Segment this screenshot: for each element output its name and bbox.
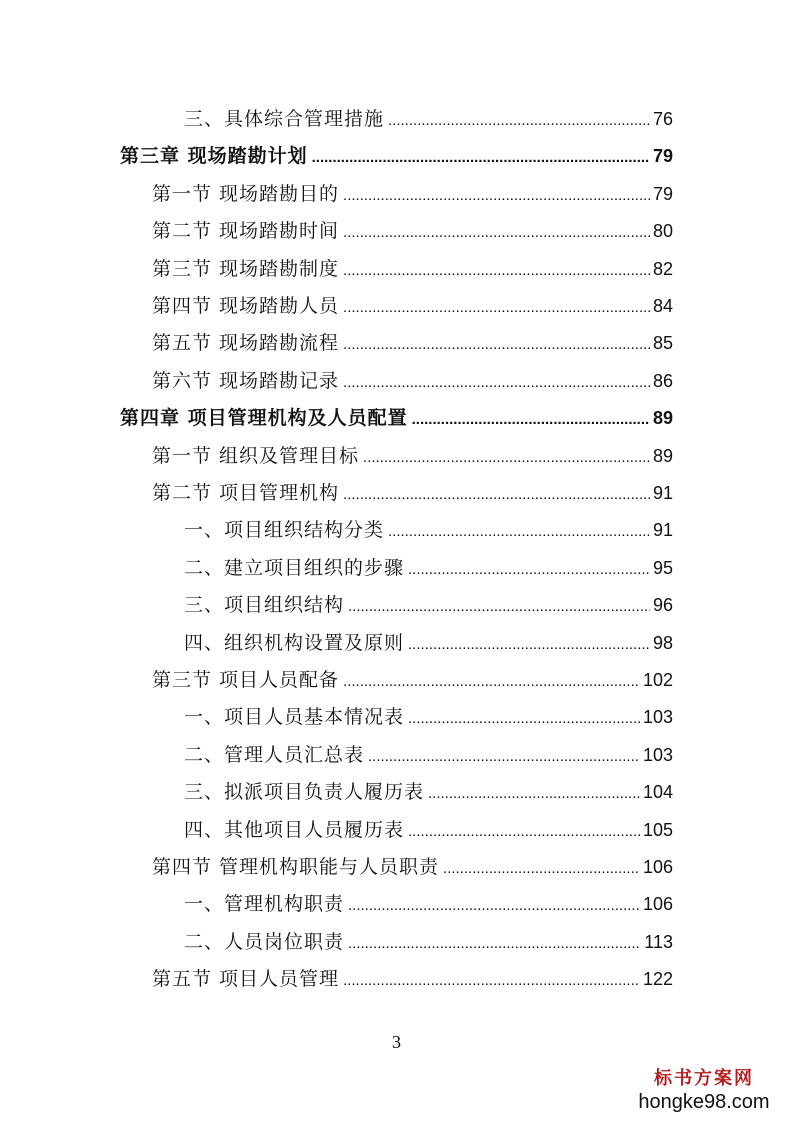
toc-entry-title: 三、具体综合管理措施 bbox=[184, 108, 385, 130]
toc-section bbox=[152, 964, 673, 994]
toc-entry-page: 82 bbox=[652, 258, 673, 279]
toc-entry-page: 89 bbox=[652, 445, 673, 466]
toc-entry-title: 一、项目人员基本情况表 bbox=[184, 706, 405, 729]
toc-dot-leader bbox=[368, 742, 640, 772]
toc-dot-leader bbox=[408, 555, 650, 585]
toc-entry-title: 第三章 现场踏勘计划 bbox=[120, 145, 308, 168]
toc-chapter bbox=[120, 403, 673, 433]
toc-section bbox=[152, 328, 673, 358]
toc-section bbox=[152, 366, 673, 396]
watermark-brand: 标书方案网 bbox=[654, 1068, 754, 1089]
toc-entry-title: 第五节 项目人员管理 bbox=[152, 968, 340, 991]
toc-subsection bbox=[184, 628, 673, 658]
toc-entry-title: 一、项目组织结构分类 bbox=[184, 519, 385, 542]
toc-entry-title: 第四节 管理机构职能与人员职责 bbox=[152, 856, 440, 878]
toc-section bbox=[152, 179, 673, 209]
toc-entry-title: 第二节 现场踏勘时间 bbox=[152, 220, 340, 243]
toc-entry-title: 三、项目组织结构 bbox=[184, 594, 345, 617]
toc-entry-page: 104 bbox=[642, 782, 673, 803]
toc-dot-leader bbox=[343, 293, 650, 323]
toc-subsection bbox=[184, 590, 673, 620]
toc-entry-page: 91 bbox=[652, 483, 673, 503]
toc-entry-title: 一、管理机构职责 bbox=[184, 893, 345, 916]
toc-entry-page: 85 bbox=[652, 333, 673, 354]
toc-section bbox=[152, 291, 673, 321]
toc-entry-page: 89 bbox=[652, 408, 673, 429]
toc-dot-leader bbox=[348, 891, 640, 921]
toc-dot-leader bbox=[443, 854, 640, 884]
page-number: 3 bbox=[392, 1032, 401, 1052]
toc-subsection bbox=[184, 777, 673, 807]
toc-entry-page: 95 bbox=[652, 557, 673, 578]
toc-chapter bbox=[120, 141, 673, 171]
watermark bbox=[629, 1068, 779, 1114]
toc-entry-title: 第五节 现场踏勘流程 bbox=[152, 332, 340, 355]
toc-entry-page: 79 bbox=[652, 146, 673, 167]
toc-dot-leader bbox=[343, 181, 650, 211]
toc-entry-title: 第二节 项目管理机构 bbox=[152, 482, 340, 504]
toc-dot-leader bbox=[343, 667, 640, 697]
toc-entry-title: 二、管理人员汇总表 bbox=[184, 743, 365, 766]
toc-dot-leader bbox=[343, 480, 650, 510]
toc-entry-title: 第一节 组织及管理目标 bbox=[152, 444, 360, 467]
toc-dot-leader bbox=[428, 779, 640, 809]
toc-subsection bbox=[184, 815, 673, 845]
toc-entry-page: 122 bbox=[642, 969, 673, 990]
toc-subsection bbox=[184, 553, 673, 583]
toc-subsection bbox=[184, 740, 673, 770]
toc-entry-title: 第一节 现场踏勘目的 bbox=[152, 182, 340, 205]
toc-entry-page: 80 bbox=[652, 221, 673, 242]
toc-entry-title: 三、拟派项目负责人履历表 bbox=[184, 781, 425, 804]
toc-entry-page: 96 bbox=[652, 595, 673, 616]
toc-entry-title: 四、其他项目人员履历表 bbox=[184, 818, 405, 841]
toc-dot-leader bbox=[408, 817, 640, 847]
toc-dot-leader bbox=[388, 106, 650, 136]
toc-entry-page: 84 bbox=[652, 296, 673, 316]
toc-dot-leader bbox=[412, 405, 650, 435]
toc-subsection bbox=[184, 889, 673, 919]
toc-dot-leader bbox=[343, 966, 640, 996]
toc-entry-page: 106 bbox=[642, 857, 673, 877]
toc-entry-page: 79 bbox=[652, 183, 673, 204]
toc-entry-page: 76 bbox=[652, 109, 673, 129]
watermark-url: hongke98.com bbox=[638, 1091, 770, 1113]
toc-subsection bbox=[184, 702, 673, 732]
toc-section bbox=[152, 478, 673, 508]
toc-subsection bbox=[184, 104, 673, 134]
toc-section bbox=[152, 441, 673, 471]
toc-entry-title: 二、人员岗位职责 bbox=[184, 930, 345, 953]
toc-entry-page: 103 bbox=[642, 707, 673, 728]
toc-entry-title: 第四章 项目管理机构及人员配置 bbox=[120, 407, 408, 430]
toc-section bbox=[152, 216, 673, 246]
toc-entry-page: 86 bbox=[652, 370, 673, 391]
toc-entry-page: 106 bbox=[642, 894, 673, 915]
toc-entry-page: 91 bbox=[652, 520, 673, 541]
toc-dot-leader bbox=[343, 330, 650, 360]
toc-dot-leader bbox=[363, 443, 650, 473]
toc-dot-leader bbox=[408, 630, 650, 660]
toc-section bbox=[152, 852, 673, 882]
toc-dot-leader bbox=[312, 143, 650, 173]
toc-entry-page: 103 bbox=[642, 744, 673, 765]
toc-entry-page: 105 bbox=[642, 819, 673, 840]
toc-entry-title: 第三节 现场踏勘制度 bbox=[152, 257, 340, 280]
toc-entry-title: 第四节 现场踏勘人员 bbox=[152, 295, 340, 317]
toc-subsection bbox=[184, 515, 673, 545]
toc-entry-title: 第三节 项目人员配备 bbox=[152, 669, 340, 691]
toc-dot-leader bbox=[348, 929, 641, 959]
toc-subsection bbox=[184, 927, 673, 957]
toc-section bbox=[152, 665, 673, 695]
toc-section bbox=[152, 254, 673, 284]
toc-dot-leader bbox=[348, 592, 650, 622]
toc-dot-leader bbox=[388, 517, 650, 547]
toc-dot-leader bbox=[343, 218, 650, 248]
toc-entry-page: 113 bbox=[644, 931, 673, 952]
toc-dot-leader bbox=[343, 368, 650, 398]
toc-dot-leader bbox=[343, 256, 650, 286]
toc-entry-title: 第六节 现场踏勘记录 bbox=[152, 369, 340, 392]
toc-entry-page: 102 bbox=[642, 670, 673, 690]
toc-entry-page: 98 bbox=[652, 632, 673, 653]
toc-entry-title: 二、建立项目组织的步骤 bbox=[184, 556, 405, 579]
toc-dot-leader bbox=[408, 704, 640, 734]
toc-entry-title: 四、组织机构设置及原则 bbox=[184, 631, 405, 654]
